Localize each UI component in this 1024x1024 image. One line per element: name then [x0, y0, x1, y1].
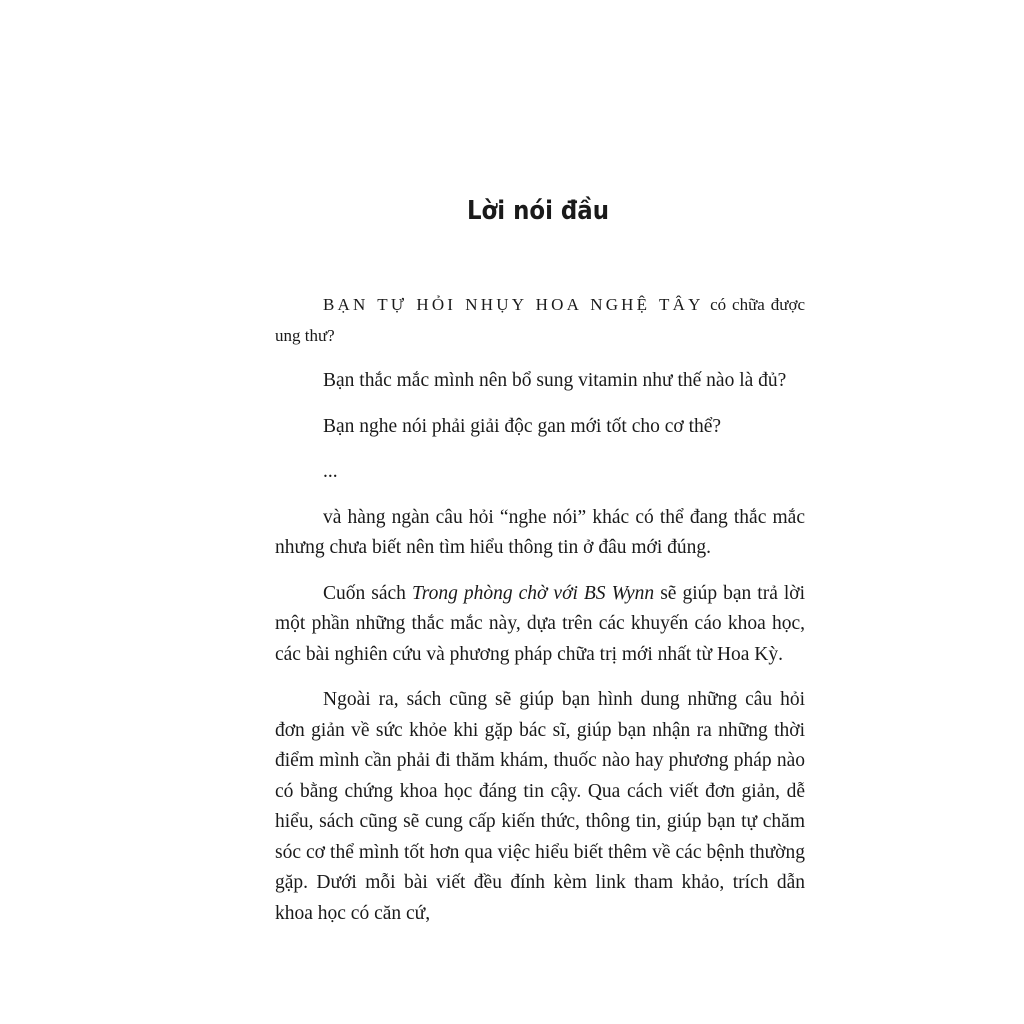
book-title-italic: Trong phòng chờ với BS Wynn — [411, 582, 655, 604]
paragraph-ellipsis: ... — [323, 461, 338, 482]
paragraph-6-after: sẽ giúp bạn trả lời một phần những thắc mắc này, dựa trên các khuyến cáo khoa học, các bài nghiên cứu và phương pháp chữa trị mới nhất từ Hoa Kỳ. — [275, 582, 806, 665]
paragraph-3: Bạn nghe nói phải giải độc gan mới tốt cho cơ thể? — [323, 415, 722, 437]
paragraph-1-lead: BẠN TỰ HỎI NHỤY HOA NGHỆ TÂY — [323, 295, 704, 314]
paragraph-7: Ngoài ra, sách cũng sẽ giúp bạn hình dung những câu hỏi đơn giản về sức khỏe khi gặp bác sĩ, giúp bạn nhận ra những thời điểm mình cần phải đi thăm khám, thuốc nào hay phương pháp nào có bằng chứng khoa học đáng tin cậy. Qua cách viết đơn giản, dễ hiểu, sách cũng sẽ cung cấp kiến thức, thông tin, giúp bạn tự chăm sóc cơ thể mình tốt hơn qua việc hiểu biết thêm về các bệnh thường gặp. Dưới mỗi bài viết đều đính kèm link tham khảo, trích dẫn khoa học có căn cứ, — [275, 689, 805, 924]
paragraph-5: và hàng ngàn câu hỏi “nghe nói” khác có thể đang thắc mắc nhưng chưa biết nên tìm hiểu thông tin ở đâu mới đúng. — [275, 506, 805, 558]
paragraph-1 — [275, 290, 805, 351]
paragraph-6-before: Cuốn sách — [323, 582, 406, 604]
paragraph-2: Bạn thắc mắc mình nên bổ sung vitamin như thế nào là đủ? — [323, 370, 787, 391]
paragraph-1-rest: có chữa được ung thư? — [275, 295, 806, 345]
body-text — [275, 290, 805, 944]
page-title: Lời nói đầu — [466, 196, 610, 226]
paragraph-6 — [275, 579, 805, 671]
